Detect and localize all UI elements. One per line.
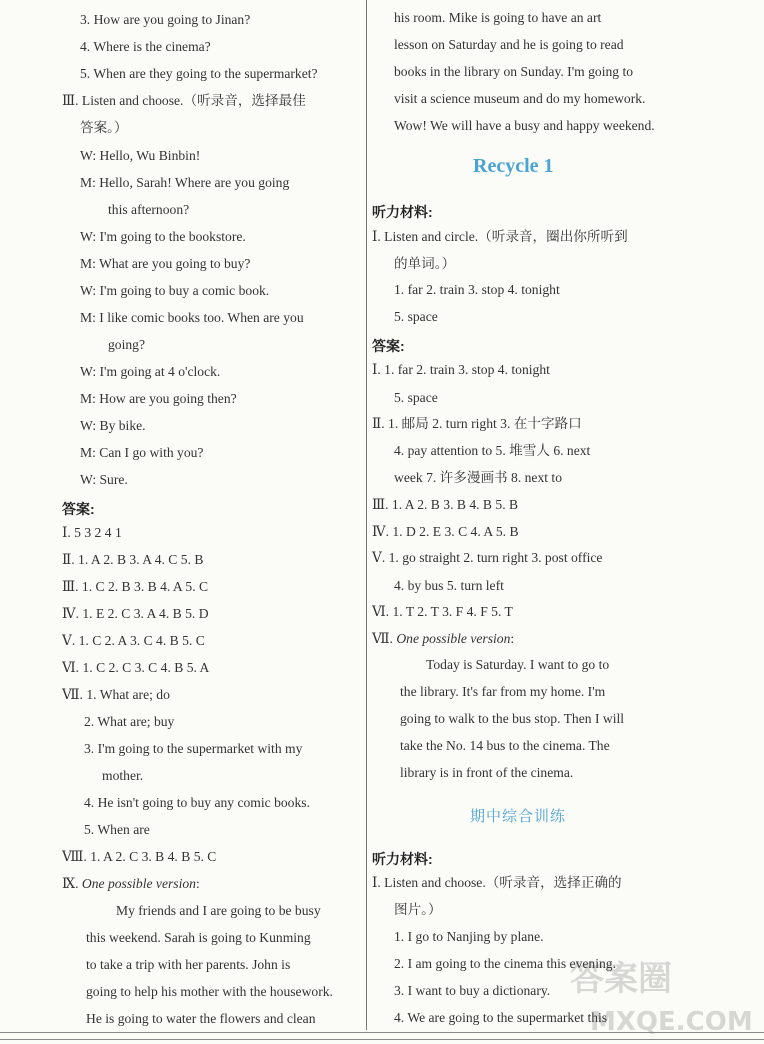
answer-heading-left: 答案: (62, 501, 95, 517)
left-line: M: Can I go with you? (80, 445, 204, 460)
right-line: Ⅶ. One possible version: (372, 631, 515, 646)
left-line: 5. When are they going to the supermarket? (80, 66, 318, 81)
svg-text:MXQE.COM: MXQE.COM (590, 1007, 753, 1037)
right-line: 图片。） (394, 902, 442, 917)
left-line: Ⅲ. 1. C 2. B 3. B 4. A 5. C (62, 579, 209, 594)
right-line: lesson on Saturday and he is going to read (394, 37, 624, 52)
left-line: Ⅳ. 1. E 2. C 3. A 4. B 5. D (62, 606, 209, 621)
right-line: Ⅲ. 1. A 2. B 3. B 4. B 5. B (372, 497, 519, 512)
left-line: M: I like comic books too. When are you (80, 310, 304, 325)
left-line: 3. I'm going to the supermarket with my (84, 741, 303, 756)
right-line: Wow! We will have a busy and happy weekend. (394, 118, 655, 133)
right-line: visit a science museum and do my homework. (394, 91, 646, 106)
left-line: W: Sure. (80, 472, 128, 487)
left-line: W: By bike. (80, 418, 146, 433)
left-line: 4. Where is the cinema? (80, 39, 211, 54)
section-title-recycle: Recycle 1 (473, 155, 554, 177)
right-line: Ⅳ. 1. D 2. E 3. C 4. A 5. B (372, 524, 519, 539)
right-line: Ⅰ. Listen and choose.（听录音，选择正确的 (372, 875, 622, 890)
left-line: M: How are you going then? (80, 391, 237, 406)
watermark-logo (560, 940, 760, 1040)
right-line: 的单词。） (394, 256, 456, 271)
left-line: Ⅱ. 1. A 2. B 3. A 4. C 5. B (62, 552, 204, 567)
left-line: Ⅶ. 1. What are; do (62, 687, 170, 702)
right-line: take the No. 14 bus to the cinema. The (400, 738, 610, 753)
answer-heading-right: 答案: (372, 338, 405, 354)
right-line: books in the library on Sunday. I'm going to (394, 64, 634, 79)
listening-heading-2: 听力材料: (372, 851, 433, 867)
right-line: Ⅰ. 1. far 2. train 3. stop 4. tonight (372, 362, 550, 377)
left-line: Ⅵ. 1. C 2. C 3. C 4. B 5. A (62, 660, 210, 675)
right-line: Ⅱ. 1. 邮局 2. turn right 3. 在十字路口 (372, 416, 582, 431)
left-line: He is going to water the flowers and clean (86, 1011, 316, 1026)
left-line: Ⅸ. One possible version: (62, 876, 200, 891)
right-line: 5. space (394, 390, 438, 405)
right-line: Ⅴ. 1. go straight 2. turn right 3. post office (372, 550, 603, 565)
left-line: this afternoon? (108, 202, 190, 217)
column-divider (366, 0, 367, 1030)
bottom-rule (0, 1032, 764, 1040)
left-line: W: Hello, Wu Binbin! (80, 148, 201, 163)
listening-heading-1: 听力材料: (372, 204, 433, 220)
left-line: to take a trip with her parents. John is (86, 957, 291, 972)
left-line: this weekend. Sarah is going to Kunming (86, 930, 311, 945)
right-line: Ⅵ. 1. T 2. T 3. F 4. F 5. T (372, 604, 513, 619)
left-line: 4. He isn't going to buy any comic books. (84, 795, 310, 810)
left-line: 3. How are you going to Jinan? (80, 12, 251, 27)
left-line: going? (108, 337, 145, 352)
right-line: 5. space (394, 309, 438, 324)
right-line: the library. It's far from my home. I'm (400, 684, 606, 699)
svg-text:答案圈: 答案圈 (570, 959, 672, 999)
left-line: Ⅰ. 5 3 2 4 1 (62, 525, 122, 540)
right-line: his room. Mike is going to have an art (394, 10, 602, 25)
left-line: W: I'm going to buy a comic book. (80, 283, 270, 298)
left-line: My friends and I are going to be busy (116, 903, 321, 918)
right-line: Ⅰ. Listen and circle.（听录音，圈出你所听到 (372, 229, 628, 244)
right-line: 1. I go to Nanjing by plane. (394, 929, 544, 944)
left-line: going to help his mother with the housework. (86, 984, 333, 999)
right-line: going to walk to the bus stop. Then I will (400, 711, 625, 726)
right-line: week 7. 许多漫画书 8. next to (394, 470, 563, 485)
right-line: 4. by bus 5. turn left (394, 578, 504, 593)
midterm-title: 期中综合训练 (470, 807, 567, 825)
right-line: library is in front of the cinema. (400, 765, 574, 780)
left-line: Ⅲ. Listen and choose.（听录音，选择最佳 (62, 93, 306, 108)
right-line: Today is Saturday. I want to go to (426, 657, 610, 672)
right-line: 2. I am going to the cinema this evening. (394, 956, 616, 971)
left-line: W: I'm going at 4 o'clock. (80, 364, 221, 379)
left-line: 答案。） (80, 120, 128, 135)
right-line: 1. far 2. train 3. stop 4. tonight (394, 282, 560, 297)
left-line: 5. When are (84, 822, 150, 837)
right-line: 4. pay attention to 5. 堆雪人 6. next (394, 443, 591, 458)
left-line: W: I'm going to the bookstore. (80, 229, 246, 244)
left-line: M: Hello, Sarah! Where are you going (80, 175, 290, 190)
right-line: 4. We are going to the supermarket this (394, 1010, 608, 1025)
right-line: 3. I want to buy a dictionary. (394, 983, 551, 998)
left-line: Ⅴ. 1. C 2. A 3. C 4. B 5. C (62, 633, 205, 648)
left-line: mother. (102, 768, 144, 783)
left-line: M: What are you going to buy? (80, 256, 251, 271)
left-line: 2. What are; buy (84, 714, 175, 729)
left-line: Ⅷ. 1. A 2. C 3. B 4. B 5. C (62, 849, 217, 864)
